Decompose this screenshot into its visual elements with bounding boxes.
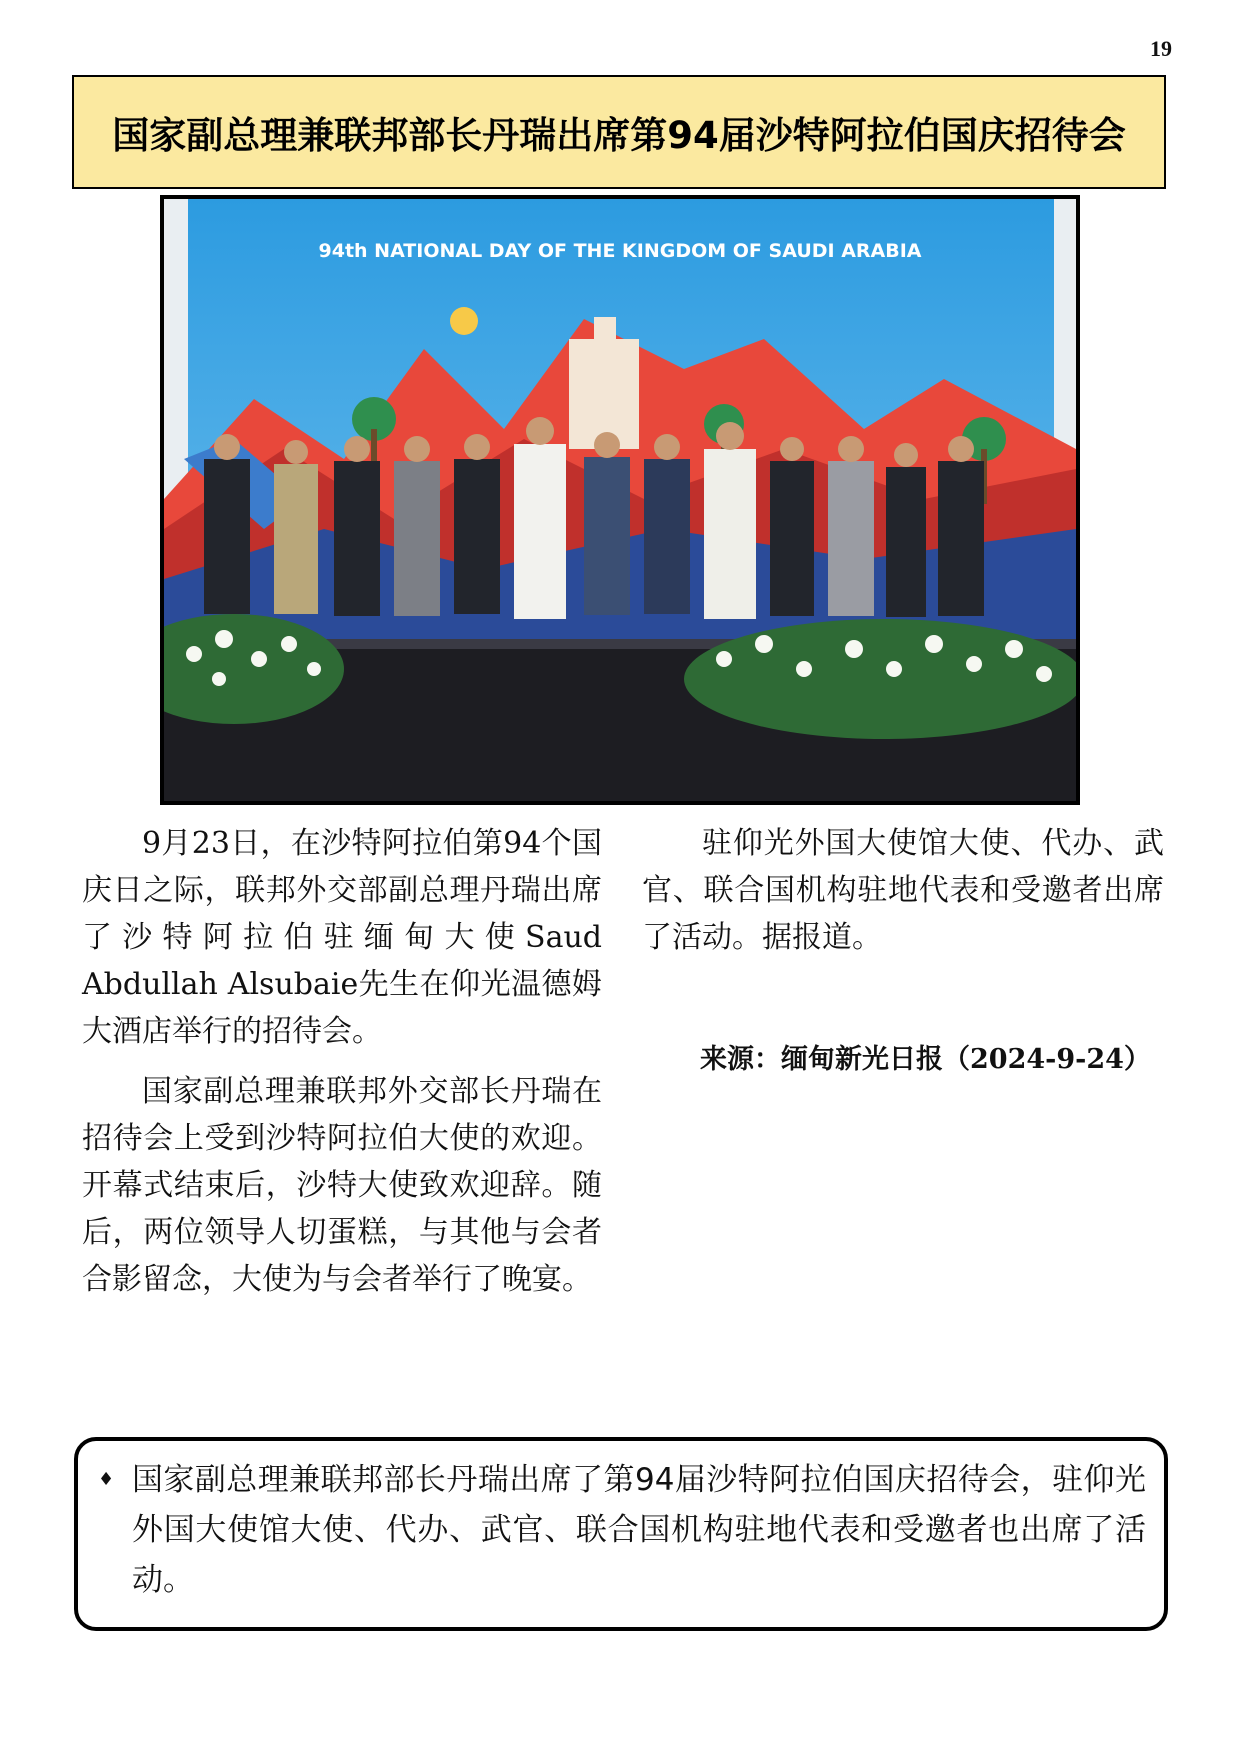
article-paragraph: 9月23日，在沙特阿拉伯第94个国庆日之际，联邦外交部副总理丹瑞出席了沙特阿拉伯驻缅甸大使Saud Abdullah Alsubaie先生在仰光温德姆大酒店举行的招待会。 (82, 826, 602, 1049)
summary-item (98, 1455, 1146, 1605)
event-photo-illustration (164, 199, 1076, 801)
event-photo (160, 195, 1080, 805)
banner-text: 94th NATIONAL DAY OF THE KINGDOM OF SAUDI ARABIA (318, 240, 922, 262)
summary-text: 国家副总理兼联邦部长丹瑞出席了第94届沙特阿拉伯国庆招待会，驻仰光外国大使馆大使、代办、武官、联合国机构驻地代表和受邀者也出席了活动。 (132, 1462, 1146, 1598)
summary-box (74, 1437, 1168, 1631)
article-left-column (82, 820, 602, 1303)
page-number: 19 (1150, 36, 1172, 61)
article-paragraph: 国家副总理兼联邦外交部长丹瑞在招待会上受到沙特阿拉伯大使的欢迎。开幕式结束后，沙特大使致欢迎辞。随后，两位领导人切蛋糕，与其他与会者合影留念，大使为与会者举行了晚宴。 (82, 1074, 602, 1297)
title-banner (72, 75, 1166, 189)
diamond-bullet-icon: ♦ (98, 1469, 115, 1490)
article-paragraph: 驻仰光外国大使馆大使、代办、武官、联合国机构驻地代表和受邀者出席了活动。据报道。 (642, 826, 1164, 955)
page-title: 国家副总理兼联邦部长丹瑞出席第94届沙特阿拉伯国庆招待会 (112, 114, 1126, 157)
article-right-column (642, 820, 1164, 961)
source-note: 来源：缅甸新光日报（2024-9-24） (700, 1044, 1151, 1075)
